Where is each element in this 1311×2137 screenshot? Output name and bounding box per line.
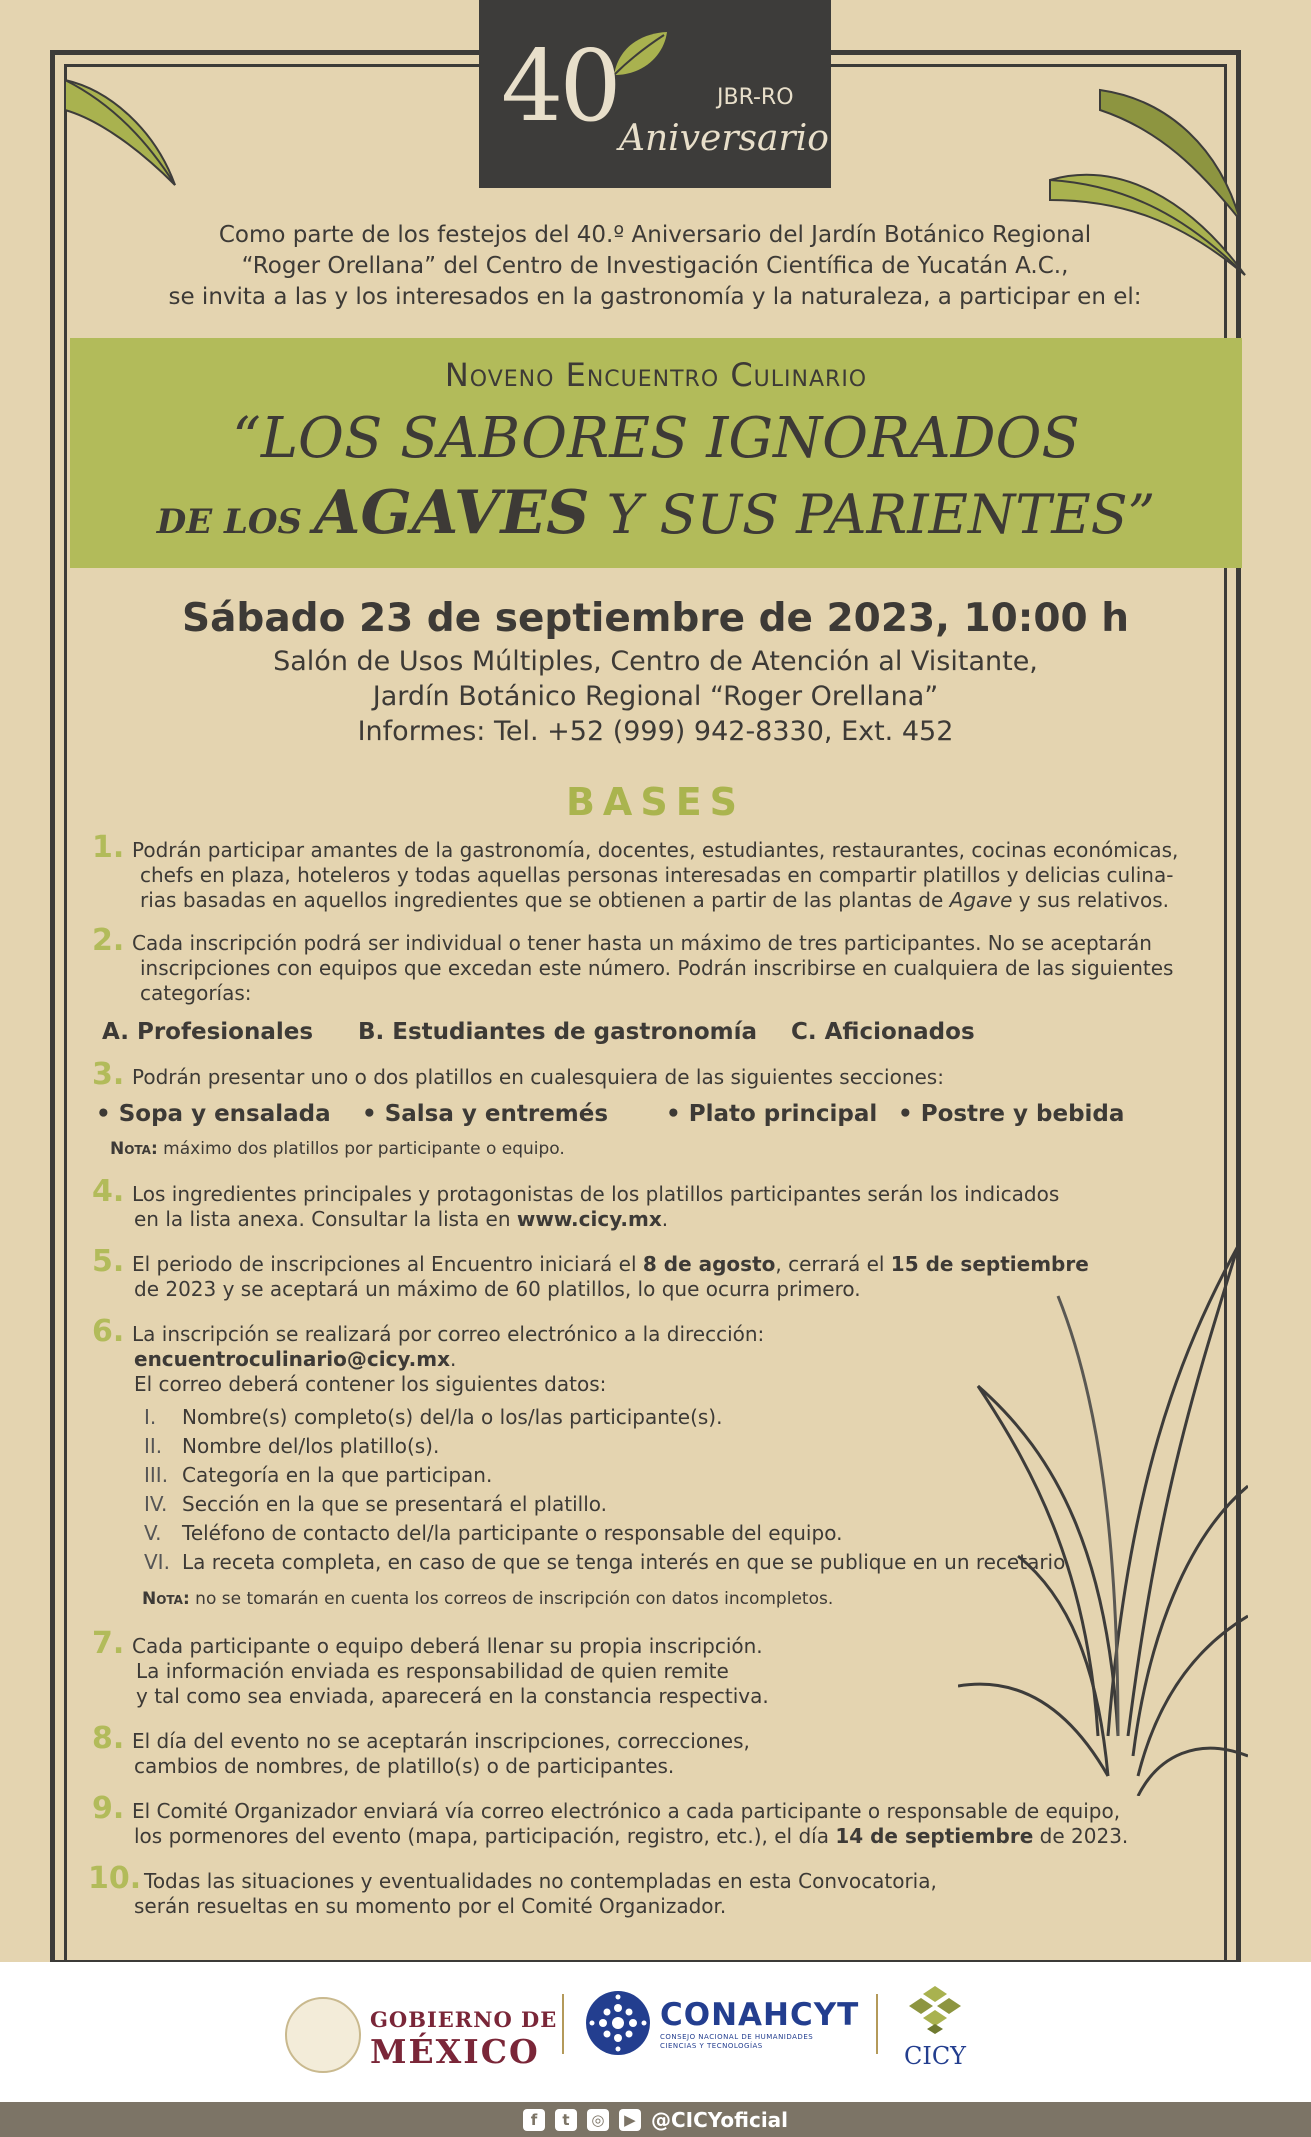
item-text: . (661, 1207, 669, 1231)
gob-line1: GOBIERNO DE (370, 2007, 558, 2032)
section-1: • Sopa y ensalada (96, 1101, 331, 1127)
venue-line: Salón de Usos Múltiples, Centro de Atención al Visitante, (273, 646, 1038, 677)
leaf-decoration-left-icon (60, 70, 180, 190)
note (110, 1137, 1232, 1162)
gob-line2: MÉXICO (370, 2032, 540, 2071)
requirements-list (144, 1403, 1232, 1577)
intro-text (100, 220, 1210, 313)
item-text: y sus relativos. (1012, 888, 1169, 912)
item-line: categorías: (140, 981, 252, 1005)
item-text: . (449, 1347, 457, 1371)
item-line (132, 1252, 1232, 1277)
base-item-7 (92, 1626, 1232, 1709)
base-item-5 (92, 1244, 1232, 1302)
section-2: • Salsa y entremés (362, 1101, 609, 1127)
item-line: serán resueltas en su momento por el Comité Organizador. (134, 1894, 727, 1918)
requirement-item (144, 1403, 1232, 1432)
item-line: Podrán presentar uno o dos platillos en cualesquiera de las siguientes secciones: (132, 1065, 944, 1089)
social-handle[interactable]: @CICYoficial (650, 2107, 789, 2132)
intro-line: Como parte de los festejos del 40.º Aniversario del Jardín Botánico Regional (218, 222, 1092, 248)
category-c: C. Aficionados (791, 1019, 975, 1045)
leaf-icon (609, 30, 669, 80)
requirement-text: Categoría en la que participan. (182, 1463, 493, 1487)
date-highlight: 14 de septiembre (835, 1824, 1034, 1848)
event-title-line2 (70, 478, 1242, 548)
event-title-line1: “LOS SABORES IGNORADOS (232, 406, 1080, 471)
item-number: 4. (92, 1174, 125, 1209)
bases-heading: BASES (565, 780, 746, 824)
requirement-text: La receta completa, en caso de que se tenga interés en que se publique en un recetario. (182, 1550, 1072, 1574)
item-line (132, 1207, 1232, 1232)
base-item-8 (92, 1721, 1232, 1779)
date-highlight: 8 de agosto (642, 1252, 776, 1276)
intro-line: “Roger Orellana” del Centro de Investigación Científica de Yucatán A.C., (241, 253, 1069, 279)
note-label: Nota: (142, 1589, 190, 1609)
base-item-9 (92, 1791, 1232, 1849)
title-part: Y SUS PARIENTES” (589, 483, 1156, 546)
item-text: Agave (949, 888, 1013, 912)
item-line: Cada participante o equipo deberá llenar su propia inscripción. (132, 1634, 763, 1658)
event-subtitle: Noveno Encuentro Culinario (444, 356, 868, 394)
item-line: El Comité Organizador enviará vía correo electrónico a cada participante o responsable de equipo, (132, 1799, 1121, 1823)
youtube-icon[interactable]: ▶ (619, 2109, 641, 2131)
item-line: inscripciones con equipos que excedan este número. Podrán inscribirse en cualquiera de las siguientes (140, 956, 1174, 980)
logo-separator (876, 1994, 878, 2054)
item-number: 1. (92, 830, 125, 865)
event-date: Sábado 23 de septiembre de 2023, 10:00 h (182, 596, 1129, 641)
base-item-1 (92, 830, 1232, 913)
item-line: La información enviada es responsabilidad de quien remite (136, 1659, 729, 1683)
item-number: 3. (92, 1057, 125, 1092)
facebook-icon[interactable]: f (523, 2109, 545, 2131)
categories-row (102, 1020, 1232, 1045)
twitter-icon[interactable]: t (555, 2109, 577, 2131)
badge-org: JBR-RO (717, 85, 794, 110)
sections-row (96, 1102, 1232, 1127)
item-number: 9. (92, 1791, 125, 1826)
conahcyt-emblem-icon (585, 1990, 651, 2056)
requirement-number: V. (144, 1521, 162, 1545)
instagram-icon[interactable]: ◎ (587, 2109, 609, 2131)
item-line: Los ingredientes principales y protagonistas de los platillos participantes serán los indicados (132, 1182, 1060, 1206)
requirement-item (144, 1519, 1232, 1548)
item-number: 6. (92, 1314, 125, 1349)
category-a: A. Profesionales (102, 1019, 314, 1045)
requirement-text: Sección en la que se presentará el platillo. (182, 1492, 608, 1516)
website-link[interactable]: www.cicy.mx (516, 1207, 662, 1231)
note-label: Nota: (110, 1139, 158, 1159)
note-text: máximo dos platillos por participante o equipo. (157, 1139, 565, 1159)
requirement-text: Nombre del/los platillo(s). (182, 1434, 440, 1458)
category-b: B. Estudiantes de gastronomía (358, 1019, 758, 1045)
item-line: cambios de nombres, de platillo(s) o de participantes. (134, 1754, 675, 1778)
section-3: • Plato principal (666, 1101, 878, 1127)
title-band (70, 338, 1242, 568)
social-bar (0, 2102, 1311, 2137)
item-line: Todas las situaciones y eventualidades no contempladas en esta Convocatoria, (144, 1869, 937, 1893)
email-link[interactable]: encuentroculinario@cicy.mx (134, 1347, 450, 1371)
requirement-item (144, 1461, 1232, 1490)
item-line (132, 1347, 1232, 1372)
title-part: DE LOS (156, 502, 314, 542)
requirement-number: VI. (144, 1550, 170, 1574)
item-text: El periodo de inscripciones al Encuentro iniciará el (132, 1252, 643, 1276)
requirement-text: Teléfono de contacto del/la participante o responsable del equipo. (182, 1521, 843, 1545)
section-4: • Postre y bebida (898, 1101, 1125, 1127)
item-number: 7. (92, 1626, 125, 1661)
requirement-number: II. (144, 1434, 163, 1458)
date-highlight: 15 de septiembre (890, 1252, 1089, 1276)
cicy-name: CICY (903, 2042, 967, 2070)
base-item-6 (92, 1314, 1232, 1612)
item-line: Cada inscripción podrá ser individual o tener hasta un máximo de tres participantes. No se aceptarán (132, 931, 1152, 955)
base-item-4 (92, 1174, 1232, 1232)
item-line: chefs en plaza, hoteleros y todas aquellas personas interesadas en compartir platillos y delicias culina- (140, 863, 1174, 887)
item-line: Podrán participar amantes de la gastronomía, docentes, estudiantes, restaurantes, cocinas económicas, (132, 838, 1179, 862)
item-line (132, 1824, 1232, 1849)
item-text: , cerrará el (775, 1252, 891, 1276)
event-venue (0, 644, 1311, 749)
cicy-emblem-icon (909, 1984, 961, 2036)
base-item-2 (92, 923, 1232, 1045)
gobierno-mexico-logo (370, 2007, 557, 2071)
conahcyt-sub: CONSEJO NACIONAL DE HUMANIDADES (660, 2033, 814, 2041)
footer-logos (0, 1962, 1311, 2102)
conahcyt-sub: CIENCIAS Y TECNOLOGÍAS (660, 2042, 763, 2050)
item-line: y tal como sea enviada, aparecerá en la constancia respectiva. (136, 1684, 769, 1708)
item-number: 10. (88, 1861, 142, 1896)
requirement-item (144, 1490, 1232, 1519)
logo-separator (562, 1994, 564, 2054)
item-text: de 2023. (1033, 1824, 1129, 1848)
requirement-number: IV. (144, 1492, 168, 1516)
note-text: no se tomarán en cuenta los correos de inscripción con datos incompletos. (189, 1589, 834, 1609)
item-line: El correo deberá contener los siguientes datos: (134, 1372, 607, 1396)
item-line: de 2023 y se aceptará un máximo de 60 platillos, lo que ocurra primero. (134, 1277, 861, 1301)
requirement-text: Nombre(s) completo(s) del/la o los/las participante(s). (182, 1405, 723, 1429)
item-number: 2. (92, 923, 125, 958)
venue-line: Informes: Tel. +52 (999) 942-8330, Ext. 452 (357, 716, 954, 747)
requirement-number: III. (144, 1463, 169, 1487)
item-number: 8. (92, 1721, 125, 1756)
requirement-item (144, 1548, 1232, 1577)
item-text: los pormenores del evento (mapa, participación, registro, etc.), el día (134, 1824, 836, 1848)
item-number: 5. (92, 1244, 125, 1279)
requirement-number: I. (144, 1405, 157, 1429)
base-item-3 (92, 1057, 1232, 1162)
intro-line: se invita a las y los interesados en la gastronomía y la naturaleza, a participar en el: (168, 284, 1142, 310)
item-line (132, 888, 1232, 913)
cicy-logo (900, 1984, 970, 2070)
item-text: en la lista anexa. Consultar la lista en (134, 1207, 517, 1231)
item-text: rias basadas en aquellos ingredientes que se obtienen a partir de las plantas de (140, 888, 950, 912)
bases-list (88, 830, 1232, 1919)
anniversary-badge (479, 0, 831, 188)
conahcyt-name: CONAHCYT (660, 1997, 860, 2033)
item-line: El día del evento no se aceptarán inscripciones, correcciones, (132, 1729, 750, 1753)
badge-number: 40 (501, 30, 618, 144)
mexico-seal-icon (285, 1997, 361, 2073)
venue-line: Jardín Botánico Regional “Roger Orellana” (372, 681, 939, 712)
requirement-item (144, 1432, 1232, 1461)
note (142, 1587, 1232, 1612)
badge-label: Aniversario (619, 118, 829, 159)
conahcyt-logo (660, 1997, 859, 2051)
item-line: La inscripción se realizará por correo electrónico a la dirección: (132, 1322, 765, 1346)
title-part: AGAVES (313, 478, 590, 548)
base-item-10 (88, 1861, 1232, 1919)
